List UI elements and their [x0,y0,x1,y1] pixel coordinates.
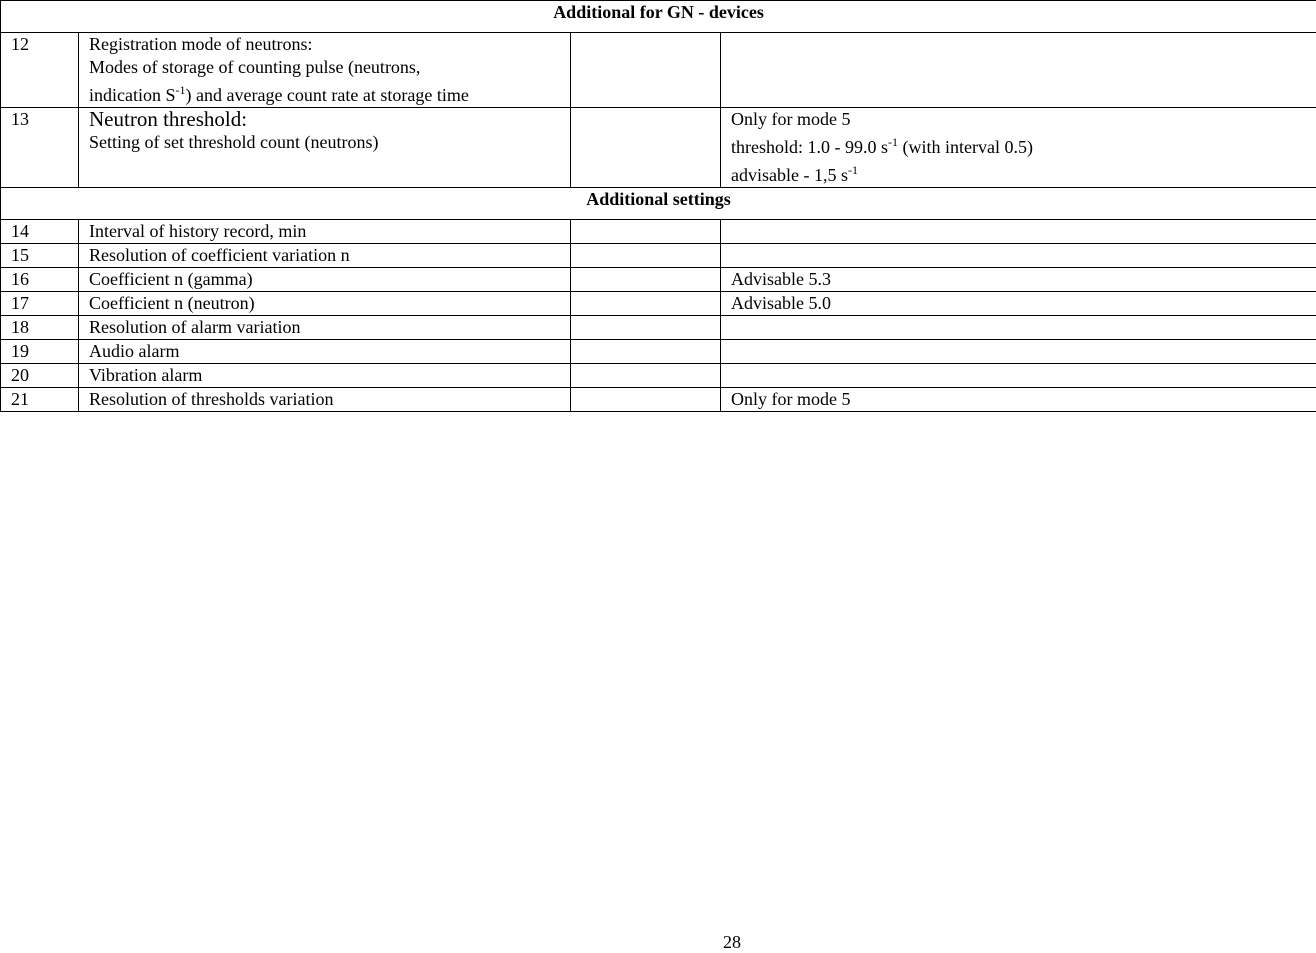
row-text: ) and average count rate at storage time [186,85,469,105]
row-label: Coefficient n (gamma) [79,268,571,292]
table-row [1,268,1316,292]
section-title-gn-devices: Additional for GN - devices [1,1,1316,33]
row-number: 20 [1,364,79,388]
note-line: Only for mode 5 [731,108,1306,131]
page-number: 28 [723,932,741,953]
note-cell: Only for mode 5 [721,388,1316,412]
table-row [1,340,1316,364]
note-cell: Advisable 5.0 [721,292,1316,316]
row-number: 12 [1,33,79,108]
note-cell: Advisable 5.3 [721,268,1316,292]
note-line: threshold: 1.0 - 99.0 s [731,137,888,157]
table-row [1,244,1316,268]
superscript: -1 [176,83,186,97]
row-title: Registration mode of neutrons: [89,33,560,56]
row-number: 13 [1,108,79,188]
value-cell [571,292,721,316]
value-cell [571,33,721,108]
table-row [1,33,1316,108]
note-cell [721,244,1316,268]
row-label: Audio alarm [79,340,571,364]
row-number: 16 [1,268,79,292]
row-title: Neutron threshold: [89,108,560,131]
row-label: Resolution of coefficient variation n [79,244,571,268]
value-cell [571,108,721,188]
value-cell [571,340,721,364]
row-number: 14 [1,220,79,244]
value-cell [571,388,721,412]
table-row [1,108,1316,188]
note-line: advisable - 1,5 s [731,165,848,185]
superscript: -1 [888,135,898,149]
row-number: 19 [1,340,79,364]
row-text: Setting of set threshold count (neutrons) [89,131,560,154]
value-cell [571,268,721,292]
value-cell [571,316,721,340]
note-cell [721,340,1316,364]
table-row [1,388,1316,412]
table-row [1,220,1316,244]
row-number: 17 [1,292,79,316]
note-cell [721,364,1316,388]
note-cell [721,108,1316,188]
note-cell [721,33,1316,108]
note-line: (with interval 0.5) [898,137,1033,157]
table-row [1,292,1316,316]
row-description [79,33,571,108]
row-label: Interval of history record, min [79,220,571,244]
note-cell [721,220,1316,244]
row-label: Resolution of alarm variation [79,316,571,340]
row-description [79,108,571,188]
superscript: -1 [848,163,858,177]
row-number: 15 [1,244,79,268]
row-number: 21 [1,388,79,412]
row-label: Coefficient n (neutron) [79,292,571,316]
row-number: 18 [1,316,79,340]
row-text: (neutrons, [348,57,420,77]
note-cell [721,316,1316,340]
value-cell [571,364,721,388]
row-text: indication S [89,85,176,105]
row-text: Modes of storage of counting pulse [89,57,348,77]
table-row [1,364,1316,388]
row-label: Vibration alarm [79,364,571,388]
section-title-additional-settings: Additional settings [1,188,1316,220]
table-row [1,316,1316,340]
value-cell [571,244,721,268]
value-cell [571,220,721,244]
row-label: Resolution of thresholds variation [79,388,571,412]
settings-table [0,0,1316,412]
